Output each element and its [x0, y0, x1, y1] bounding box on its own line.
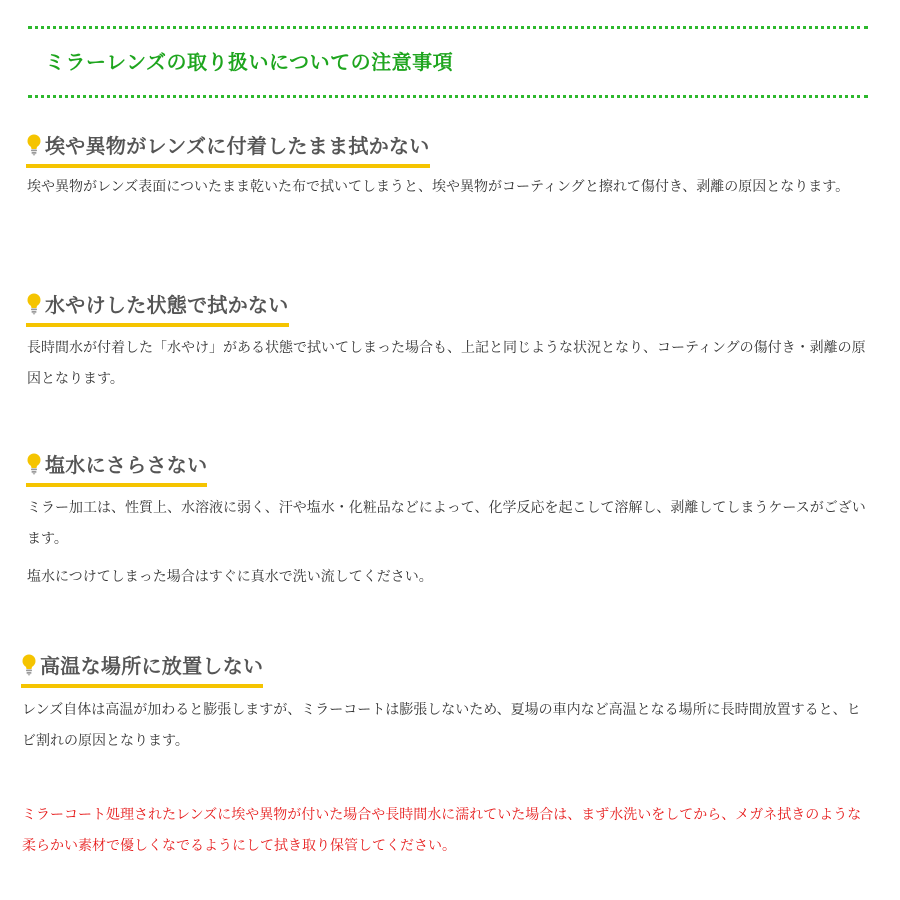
warning-note: ミラーコート処理されたレンズに埃や異物が付いた場合や長時間水に濡れていた場合は、まず水洗いをしてから、メガネ拭きのような柔らかい素材で優しくなでるようにして拭き取り保管してください。 [22, 807, 862, 854]
section-paragraph: 埃や異物がレンズ表面についたまま乾いた布で拭いてしまうと、埃や異物がコーティングと擦れて傷付き、剥離の原因となります。 [27, 179, 850, 195]
section-heading-text: 高温な場所に放置しない [40, 654, 264, 678]
section-paragraph: 塩水につけてしまった場合はすぐに真水で洗い流してください。 [27, 569, 433, 585]
page-title: ミラーレンズの取り扱いについての注意事項 [45, 50, 454, 74]
section-heading-text: 埃や異物がレンズに付着したまま拭かない [45, 134, 430, 158]
top-divider [28, 26, 868, 29]
title-divider [28, 95, 868, 98]
section-paragraph: レンズ自体は高温が加わると膨張しますが、ミラーコートは膨張しないため、夏場の車内など高温となる場所に長時間放置すると、ヒビ割れの原因となります。 [22, 702, 861, 749]
section-heading-dust [26, 130, 430, 168]
section-heading-water-stain [26, 289, 289, 327]
section-heading-text: 塩水にさらさない [45, 453, 208, 477]
section-heading-high-temperature [21, 650, 263, 688]
section-paragraph: ミラー加工は、性質上、水溶液に弱く、汗や塩水・化粧品などによって、化学反応を起こして溶解し、剥離してしまうケースがございます。 [27, 500, 866, 547]
section-heading-salt-water [26, 449, 207, 487]
lightbulb-icon [26, 134, 42, 156]
lightbulb-icon [26, 453, 42, 475]
section-heading-text: 水やけした状態で拭かない [45, 293, 289, 317]
lightbulb-icon [21, 654, 37, 676]
section-paragraph: 長時間水が付着した「水やけ」がある状態で拭いてしまった場合も、上記と同じような状況となり、コーティングの傷付き・剥離の原因となります。 [27, 340, 866, 387]
lightbulb-icon [26, 293, 42, 315]
